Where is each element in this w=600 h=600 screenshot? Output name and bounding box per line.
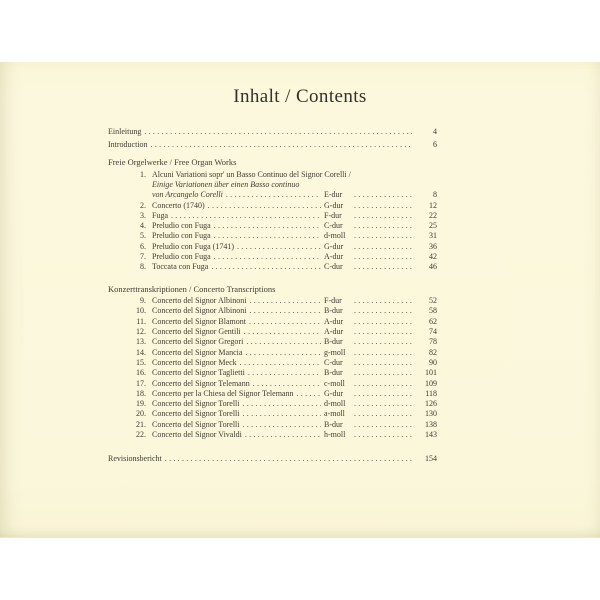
- item-left: [108, 348, 324, 358]
- item-number: 12.: [136, 327, 146, 337]
- item-number: 16.: [136, 368, 146, 378]
- dot-leader: [354, 296, 412, 306]
- item-key: A-dur: [324, 327, 344, 337]
- toc-item-row: [108, 242, 437, 252]
- toc-page-number: 82: [429, 347, 437, 357]
- item-number: 1.: [140, 169, 146, 179]
- item-title: Concerto del Signor Taglietti: [152, 368, 245, 378]
- item-title: Toccata con Fuga: [152, 262, 209, 272]
- toc-page-number: 22: [429, 210, 437, 220]
- item-title: Concerto del Signor Telemann: [152, 378, 250, 388]
- item-number: 3.: [140, 210, 146, 220]
- dot-leader: [354, 306, 412, 316]
- item-left: [108, 262, 324, 272]
- item-title: Concerto del Signor Albinoni: [152, 296, 247, 306]
- item-key: E-dur: [324, 190, 343, 200]
- toc-item-row: [108, 389, 437, 399]
- toc-item-row: [108, 430, 437, 440]
- dot-leader: [354, 337, 412, 347]
- dot-leader: [165, 453, 412, 466]
- item-key: a-moll: [324, 409, 345, 419]
- item-key: G-dur: [324, 241, 344, 251]
- item-number: 7.: [140, 252, 146, 262]
- item-title: Fuga: [152, 210, 168, 220]
- dot-leader: [354, 358, 412, 368]
- toc-page-number: 126: [425, 399, 437, 409]
- toc-item-row: [108, 211, 437, 221]
- dot-leader: [354, 211, 412, 221]
- toc-row: [108, 139, 437, 152]
- item-title: Preludio con Fuga: [152, 252, 211, 262]
- section-concerto-transcriptions: [108, 284, 437, 441]
- item-left: [108, 296, 324, 306]
- toc-page-number: 46: [429, 262, 437, 272]
- item-title: Concerto del Signor Gentili: [152, 327, 241, 337]
- item-number: 9.: [140, 296, 146, 306]
- item-title: Preludio con Fuga: [152, 231, 211, 241]
- dot-leader: [245, 348, 321, 358]
- dot-leader: [214, 221, 321, 231]
- dot-leader: [354, 262, 412, 272]
- toc-page-number: 4: [433, 127, 437, 136]
- dot-leader: [214, 252, 321, 262]
- item-number: 5.: [140, 231, 146, 241]
- toc-item-line: [108, 170, 437, 180]
- item-title: Alcuni Variationi sopr' un Basso Continuo del Signor Corelli /: [152, 169, 351, 179]
- toc-item-row: [108, 420, 437, 430]
- dot-leader: [248, 368, 321, 378]
- item-title: Preludio con Fuga: [152, 221, 211, 231]
- toc-label: Introduction: [108, 139, 148, 149]
- dot-leader: [237, 242, 321, 252]
- item-number: 17.: [136, 378, 146, 388]
- toc-item-row: [108, 201, 437, 211]
- item-subtitle: von Arcangelo Corelli: [152, 190, 223, 200]
- toc-page-number: 12: [429, 200, 437, 210]
- dot-leader: [151, 139, 412, 152]
- item-number: 11.: [136, 316, 146, 326]
- dot-leader: [144, 126, 412, 139]
- toc-item-row: [108, 409, 437, 419]
- dot-leader: [245, 430, 321, 440]
- item-key: C-dur: [324, 262, 343, 272]
- toc-item-row: [108, 337, 437, 347]
- dot-leader: [226, 190, 321, 200]
- toc-page-number: 90: [429, 357, 437, 367]
- item-number: 4.: [140, 221, 146, 231]
- item-subtitle: Einige Variationen über einen Basso continuo: [152, 179, 300, 189]
- dot-leader: [354, 430, 412, 440]
- item-left: [108, 420, 324, 430]
- dot-leader: [243, 409, 322, 419]
- item-left: [108, 379, 324, 389]
- item-key: g-moll: [324, 347, 346, 357]
- item-key: F-dur: [324, 296, 342, 306]
- dot-leader: [246, 337, 321, 347]
- toc-label: Revisionsbericht: [108, 453, 162, 463]
- item-number: 18.: [136, 388, 146, 398]
- item-title: Concerto del Signor Meck: [152, 357, 237, 367]
- dot-leader: [354, 190, 412, 200]
- item-number: 19.: [136, 399, 146, 409]
- item-number: 20.: [136, 409, 146, 419]
- item-title: Concerto del Signor Blamont: [152, 316, 246, 326]
- item-key: B-dur: [324, 368, 343, 378]
- toc-item-row: [108, 348, 437, 358]
- toc-item-row: [108, 296, 437, 306]
- item-left: [108, 306, 324, 316]
- toc-item-row: [108, 306, 437, 316]
- section-heading: Konzerttranskriptionen / Concerto Transcriptions: [108, 283, 276, 294]
- dot-leader: [354, 348, 412, 358]
- item-left: [108, 231, 324, 241]
- item-number: 15.: [136, 357, 146, 367]
- front-matter: [108, 126, 437, 151]
- dot-leader: [243, 399, 322, 409]
- item-key: B-dur: [324, 419, 343, 429]
- toc-item-row: [108, 368, 437, 378]
- item-left: [108, 201, 324, 211]
- dot-leader: [249, 296, 321, 306]
- toc-page-number: 78: [429, 337, 437, 347]
- toc-page-number: 58: [429, 306, 437, 316]
- dot-leader: [244, 327, 321, 337]
- item-title: Concerto per la Chiesa del Signor Telemann: [152, 388, 294, 398]
- item-number: 10.: [136, 306, 146, 316]
- dot-leader: [354, 201, 412, 211]
- item-left: [108, 337, 324, 347]
- dot-leader: [354, 221, 412, 231]
- dot-leader: [354, 389, 412, 399]
- toc-page-number: 6: [433, 139, 437, 149]
- item-key: d-moll: [324, 399, 346, 409]
- item-left: [108, 409, 324, 419]
- book-page: [0, 62, 600, 538]
- item-title: Concerto del Signor Gregori: [152, 337, 244, 347]
- toc-item-row: [108, 252, 437, 262]
- toc-page-number: 36: [429, 241, 437, 251]
- dot-leader: [249, 306, 321, 316]
- dot-leader: [296, 389, 321, 399]
- item-left: [108, 242, 324, 252]
- toc-page-number: 101: [425, 368, 437, 378]
- dot-leader: [253, 379, 321, 389]
- item-left: [108, 430, 324, 440]
- item-key: C-dur: [324, 357, 343, 367]
- toc-item-row: [108, 327, 437, 337]
- item-number: 6.: [140, 241, 146, 251]
- toc-row: [108, 126, 437, 139]
- table-of-contents: [108, 126, 437, 466]
- toc-item-row: [108, 231, 437, 241]
- toc-page-number: 31: [429, 231, 437, 241]
- item-title: Concerto del Signor Vivaldi: [152, 430, 242, 440]
- toc-page-number: 74: [429, 327, 437, 337]
- item-left: [108, 368, 324, 378]
- item-number: 13.: [136, 337, 146, 347]
- toc-item-line: [108, 190, 437, 200]
- dot-leader: [354, 379, 412, 389]
- toc-item-row: [108, 262, 437, 272]
- toc-page-number: 118: [425, 388, 437, 398]
- item-left: [108, 389, 324, 399]
- item-left: [108, 327, 324, 337]
- item-title: Concerto del Signor Mancia: [152, 347, 243, 357]
- item-left: [108, 399, 324, 409]
- dot-leader: [208, 201, 321, 211]
- dot-leader: [354, 399, 412, 409]
- toc-item-row: [108, 317, 437, 327]
- dot-leader: [243, 420, 322, 430]
- item-key: B-dur: [324, 306, 343, 316]
- item-left: [108, 190, 324, 200]
- section-heading: Freie Orgelwerke / Free Organ Works: [108, 157, 237, 168]
- item-title: Concerto del Signor Torelli: [152, 409, 240, 419]
- dot-leader: [354, 242, 412, 252]
- page-title: Inhalt / Contents: [233, 86, 367, 107]
- section-free-organ-works: [108, 157, 437, 272]
- toc-page-number: 109: [425, 378, 437, 388]
- dot-leader: [354, 420, 412, 430]
- item-left: [108, 358, 324, 368]
- dot-leader: [240, 358, 321, 368]
- toc-page-number: 143: [425, 430, 437, 440]
- dot-leader: [354, 409, 412, 419]
- item-title: Concerto del Signor Torelli: [152, 419, 240, 429]
- item-number: 14.: [136, 347, 146, 357]
- section-items: [108, 170, 437, 273]
- item-key: G-dur: [324, 200, 344, 210]
- toc-label: Einleitung: [108, 127, 142, 136]
- item-key: C-dur: [324, 221, 343, 231]
- item-title: Concerto (1740): [152, 200, 205, 210]
- item-key: h-moll: [324, 430, 346, 440]
- back-matter: [108, 453, 437, 466]
- item-key: B-dur: [324, 337, 343, 347]
- toc-page-number: 8: [433, 190, 437, 200]
- dot-leader: [354, 327, 412, 337]
- toc-page-number: 154: [425, 453, 437, 463]
- toc-page-number: 130: [425, 409, 437, 419]
- toc-page-number: 52: [429, 296, 437, 306]
- item-left: [108, 221, 324, 231]
- item-key: A-dur: [324, 252, 344, 262]
- item-number: 21.: [136, 419, 146, 429]
- section-items: [108, 296, 437, 440]
- dot-leader: [354, 317, 412, 327]
- item-key: d-moll: [324, 231, 346, 241]
- toc-item-row: [108, 379, 437, 389]
- dot-leader: [354, 252, 412, 262]
- item-left: [108, 317, 324, 327]
- dot-leader: [211, 262, 321, 272]
- item-number: 8.: [140, 262, 146, 272]
- toc-item-row: [108, 221, 437, 231]
- dot-leader: [354, 231, 412, 241]
- toc-item-line: [108, 180, 437, 190]
- item-title: Concerto del Signor Torelli: [152, 399, 240, 409]
- item-title: Concerto del Signor Albinoni: [152, 306, 247, 316]
- toc-row: [108, 453, 437, 466]
- item-key: A-dur: [324, 316, 344, 326]
- item-number: 22.: [136, 430, 146, 440]
- dot-leader: [249, 317, 321, 327]
- toc-page-number: 25: [429, 221, 437, 231]
- item-key: c-moll: [324, 378, 345, 388]
- item-left: [108, 252, 324, 262]
- item-key: G-dur: [324, 388, 344, 398]
- dot-leader: [214, 231, 321, 241]
- item-number: 2.: [140, 200, 146, 210]
- item-key: F-dur: [324, 210, 342, 220]
- toc-page-number: 62: [429, 316, 437, 326]
- dot-leader: [171, 211, 321, 221]
- item-title: Preludio con Fuga (1741): [152, 241, 234, 251]
- toc-item-row: [108, 399, 437, 409]
- item-left: [108, 211, 324, 221]
- toc-item-row: [108, 358, 437, 368]
- toc-page-number: 42: [429, 252, 437, 262]
- dot-leader: [354, 368, 412, 378]
- toc-page-number: 138: [425, 419, 437, 429]
